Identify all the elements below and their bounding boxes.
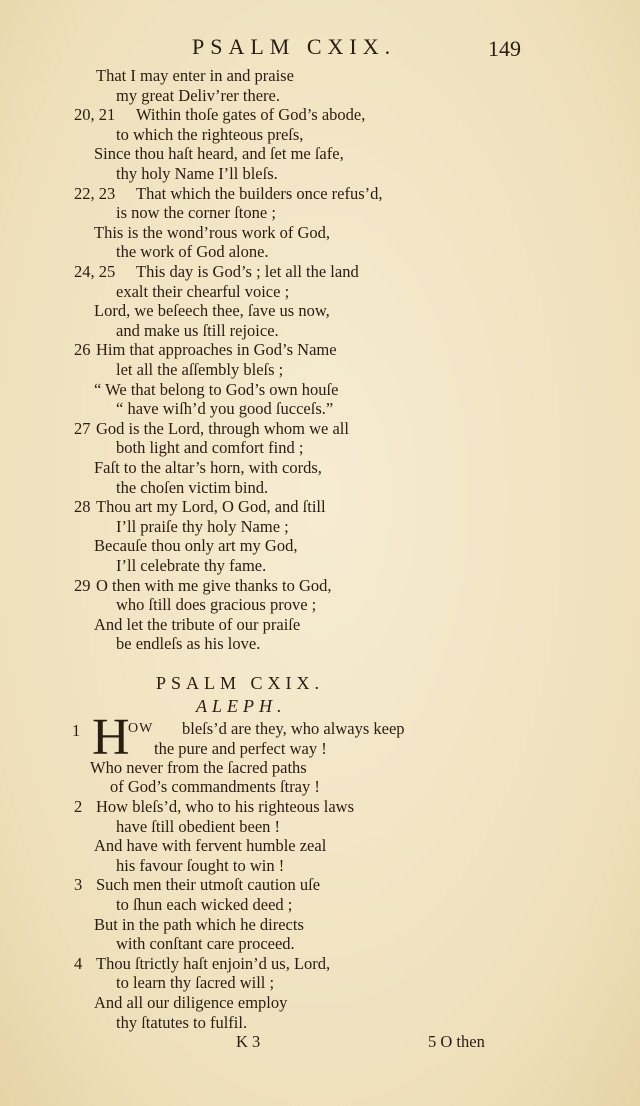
psalm-heading: PSALM CXIX.: [156, 673, 325, 693]
verse-line: and make us ſtill rejoice.: [116, 320, 279, 340]
verse-line: And let the tribute of our praiſe: [94, 614, 301, 634]
verse-line: bleſs’d are they, who always keep: [182, 719, 405, 738]
verse-line: Thou ſtrictly haſt enjoin’d us, Lord,: [96, 953, 331, 973]
verse-line: And have with fervent humble zeal: [94, 836, 327, 856]
verse-line: This is the wond’rous work of God,: [94, 222, 331, 242]
verse-line: his favour ſought to win !: [116, 855, 285, 875]
verse-number: 24, 25: [74, 262, 116, 281]
verse-line: my great Deliv’rer there.: [116, 85, 281, 105]
verse-line: “ have wiſh’d you good ſucceſs.”: [116, 399, 334, 419]
verse-line: But in the path which he directs: [94, 914, 304, 934]
verse-line: And all our diligence employ: [94, 993, 288, 1012]
verse-line: the pure and perfect way !: [154, 739, 327, 758]
verse-line: the choſen victim bind.: [116, 477, 269, 497]
verse-number: 20, 21: [74, 105, 116, 125]
verse-line: to learn thy ſacred will ;: [116, 973, 275, 993]
verse-line: That I may enter in and praise: [96, 66, 294, 85]
verse-line: Faſt to the altar’s horn, with cords,: [94, 458, 322, 477]
drop-cap-rest: OW: [128, 721, 154, 736]
verse-line: This day is God’s ; let all the land: [136, 262, 359, 281]
verse-line: of God’s commandments ſtray !: [110, 777, 320, 796]
verse-line: That which the builders once refus’d,: [136, 183, 383, 203]
verse-number: 22, 23: [74, 183, 116, 203]
page-number: 149: [488, 36, 521, 61]
verse-line: “ We that belong to God’s own houſe: [94, 379, 339, 399]
verse-line: I’ll celebrate thy fame.: [116, 556, 267, 575]
verse-number: 28: [74, 497, 91, 517]
verse-line: Who never from the ſacred paths: [90, 758, 307, 777]
verse-line: Him that approaches in God’s Name: [96, 340, 337, 360]
catchword: 5 O then: [428, 1032, 485, 1051]
verse-line: O then with me give thanks to God,: [96, 575, 332, 595]
signature-mark: K 3: [236, 1032, 261, 1051]
verse-line: let all the aſſembly bleſs ;: [116, 360, 284, 379]
verse-line: How bleſs’d, who to his righteous laws: [96, 797, 355, 816]
verse-line: Lord, we beſeech thee, ſave us now,: [94, 301, 330, 321]
verse-line: Since thou haſt heard, and ſet me ſafe,: [94, 144, 344, 164]
verse-line: Such men their utmoſt caution uſe: [96, 875, 321, 895]
verse-line: Becauſe thou only art my God,: [94, 536, 298, 556]
verse-line: who ſtill does gracious prove ;: [116, 595, 317, 615]
verse-line: I’ll praiſe thy holy Name ;: [116, 516, 289, 536]
verse-line: to which the righteous preſs,: [116, 124, 304, 144]
verse-line: be endleſs as his love.: [116, 634, 261, 654]
verse-number: 26: [74, 340, 91, 360]
verse-line: to ſhun each wicked deed ;: [116, 895, 293, 914]
verse-number: 1: [72, 721, 81, 740]
verse-line: thy ſtatutes to fulfil.: [116, 1012, 248, 1032]
verse-line: the work of God alone.: [116, 242, 269, 262]
verse-line: thy holy Name I’ll bleſs.: [116, 164, 278, 183]
verse-line: both light and comfort find ;: [116, 438, 304, 458]
verse-line: have ſtill obedient been !: [116, 816, 281, 836]
verse-number: 2: [74, 797, 83, 816]
verse-line: exalt their chearful voice ;: [116, 281, 290, 301]
verse-line: is now the corner ſtone ;: [116, 203, 276, 223]
verse-number: 27: [74, 418, 91, 438]
running-head-title: PSALM CXIX.: [192, 34, 397, 59]
verse-number: 29: [74, 575, 91, 595]
verse-number: 3: [74, 875, 83, 895]
verse-number: 4: [74, 953, 83, 973]
verse-line: Within thoſe gates of God’s abode,: [136, 105, 366, 125]
verse-line: Thou art my Lord, O God, and ſtill: [96, 497, 326, 517]
drop-cap: H: [92, 709, 130, 766]
verse-line: God is the Lord, through whom we all: [96, 418, 349, 438]
verse-line: with conſtant care proceed.: [116, 934, 295, 954]
section-heading-aleph: ALEPH.: [196, 696, 287, 716]
